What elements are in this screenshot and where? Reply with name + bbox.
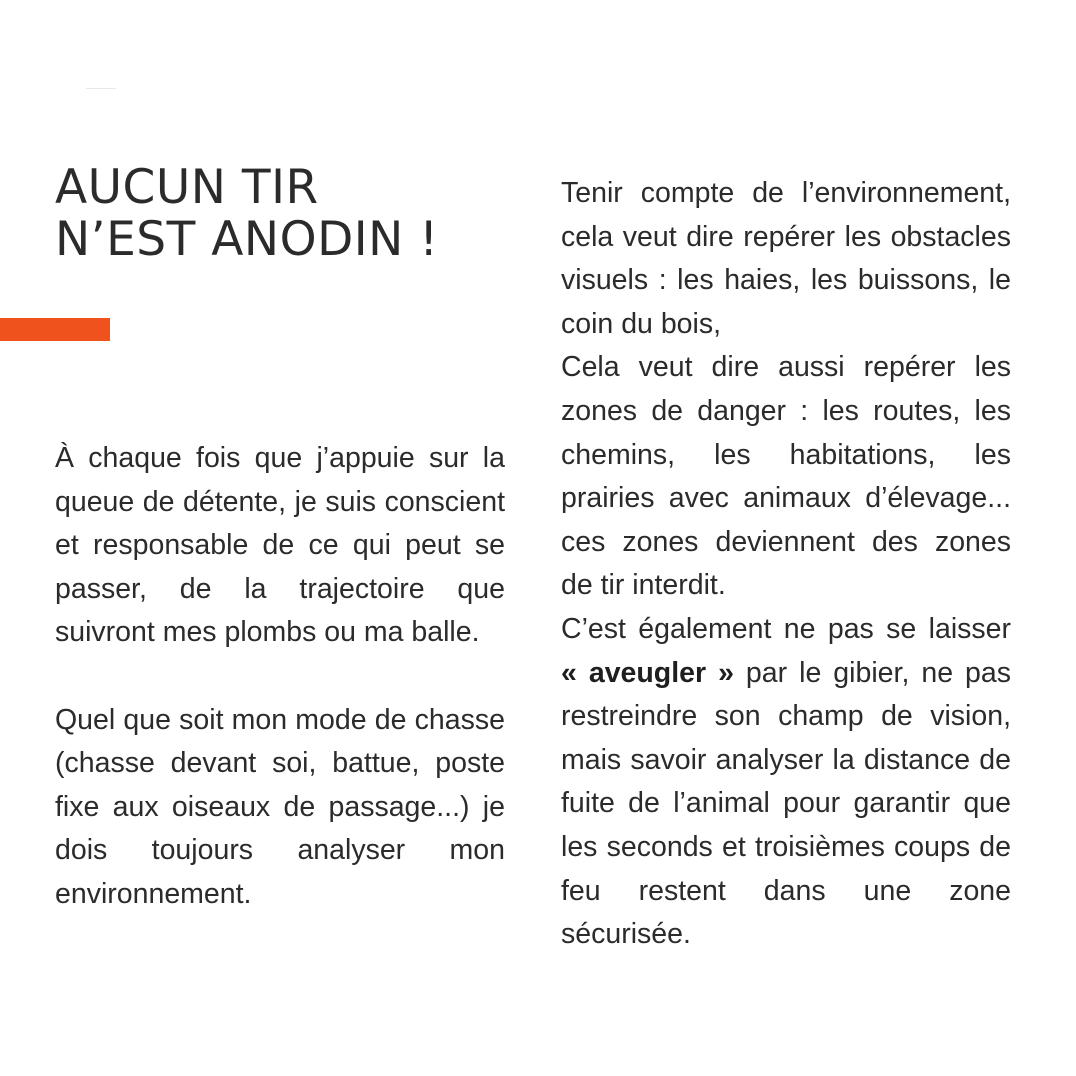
decorative-mark <box>86 88 116 89</box>
right-column <box>561 172 1011 957</box>
left-paragraph-2: Quel que soit mon mode de chasse (chasse devant soi, battue, poste fixe aux oiseaux de passage...) je dois toujours analyser mon environnement. <box>55 703 505 910</box>
emphasis-aveugler: « aveugler » <box>561 656 734 689</box>
right-paragraph-3-end: par le gibier, ne pas restreindre son champ de vision, mais savoir analyser la distance de fuite de l’animal pour garantir que les seconds et troisièmes coups de feu restent dans une zone sécurisée. <box>561 656 1012 951</box>
title-line-2: N’EST ANODIN ! <box>55 212 439 267</box>
page-title <box>55 162 525 266</box>
accent-bar <box>0 318 110 341</box>
left-paragraph-1: À chaque fois que j’appuie sur la queue de détente, je suis conscient et responsable de ce qui peut se passer, de la trajectoire que suivront mes plombs ou ma balle. <box>55 442 505 649</box>
right-paragraph-3 <box>561 608 1011 957</box>
right-paragraph-2: Cela veut dire aussi repérer les zones de danger : les routes, les chemins, les habitations, les prairies avec animaux d’élevage... ces zones deviennent des zones de tir interdit. <box>561 351 1011 602</box>
right-paragraph-1: Tenir compte de l’environnement, cela veut dire repérer les obstacles visuels : les haies, les buissons, le coin du bois, <box>561 177 1011 340</box>
title-line-1: AUCUN TIR <box>55 160 319 215</box>
right-paragraph-3-start: C’est également ne pas se laisser <box>561 612 1011 645</box>
left-column <box>55 437 505 917</box>
